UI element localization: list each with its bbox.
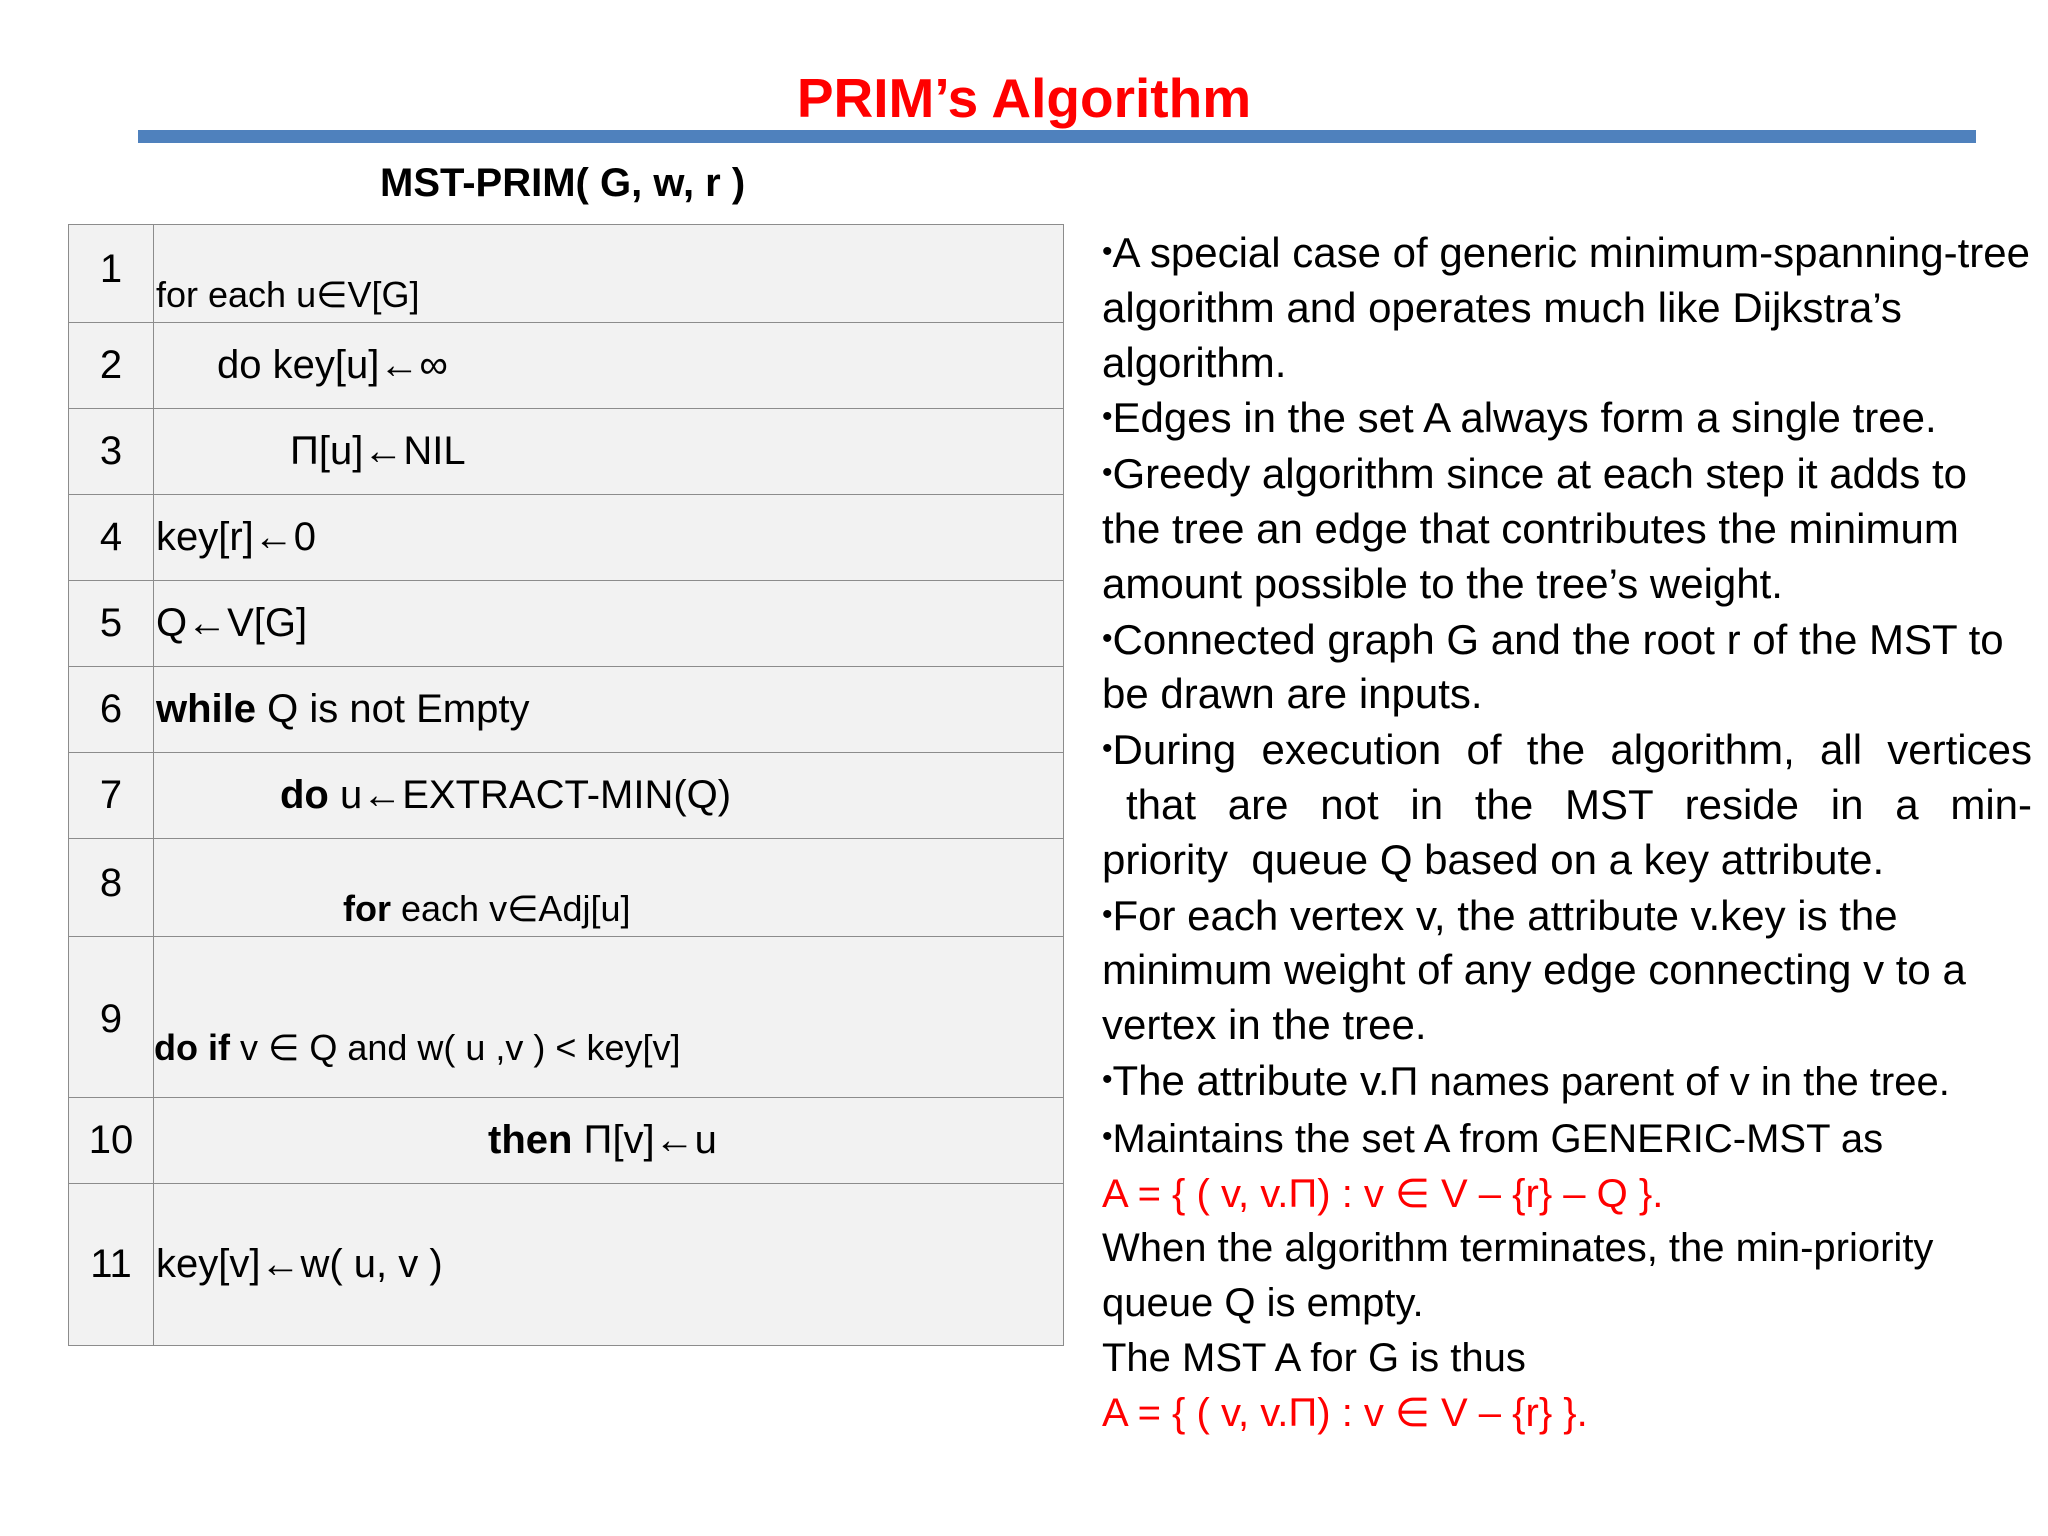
code-line bbox=[154, 1118, 1063, 1163]
line-number: 6 bbox=[69, 667, 154, 753]
line-number: 7 bbox=[69, 753, 154, 839]
code-text: u←EXTRACT-MIN(Q) bbox=[328, 773, 732, 817]
slide-title: PRIM’s Algorithm bbox=[796, 67, 1252, 129]
line-number: 2 bbox=[69, 323, 154, 409]
code-line bbox=[154, 888, 1063, 930]
note-item bbox=[1102, 1331, 2032, 1386]
line-number: 1 bbox=[69, 225, 154, 323]
line-number: 9 bbox=[69, 937, 154, 1098]
code-cell bbox=[154, 753, 1064, 839]
code-text: Q is not Empty bbox=[256, 687, 530, 731]
table-row bbox=[69, 323, 1064, 409]
code-cell bbox=[154, 495, 1064, 581]
table-row bbox=[69, 225, 1064, 323]
table-row bbox=[69, 667, 1064, 753]
table-row bbox=[69, 409, 1064, 495]
code-line bbox=[154, 773, 1063, 818]
formula-text: A = { ( v, v.Π) : v ∈ V – {r} – Q }. bbox=[1102, 1171, 1664, 1216]
code-text: each v∈Adj[u] bbox=[391, 888, 631, 929]
line-number: 5 bbox=[69, 581, 154, 667]
code-text: for each u∈V[G] bbox=[156, 274, 420, 315]
note-item-continued bbox=[1102, 833, 2032, 888]
line-number: 4 bbox=[69, 495, 154, 581]
title-underline bbox=[138, 130, 1976, 143]
note-item bbox=[1102, 1221, 2032, 1331]
note-text: Edges in the set A always form a single tree. bbox=[1112, 394, 1937, 442]
note-item bbox=[1102, 390, 2032, 446]
note-text: When the algorithm terminates, the min-priority queue Q is empty. bbox=[1102, 1226, 1934, 1326]
code-cell bbox=[154, 409, 1064, 495]
line-number: 11 bbox=[69, 1184, 154, 1346]
note-item bbox=[1102, 722, 2032, 778]
note-text: Connected graph G and the root r of the MST to be drawn are inputs. bbox=[1102, 615, 2004, 718]
table-row bbox=[69, 581, 1064, 667]
note-text: Maintains the set A from GENERIC-MST as bbox=[1112, 1116, 1884, 1161]
note-text: For each vertex v, the attribute v.key is the minimum weight of any edge connecting v to a vertex in the tree. bbox=[1102, 891, 1966, 1049]
code-cell bbox=[154, 225, 1064, 323]
formula-final bbox=[1102, 1386, 2032, 1441]
code-text: Π[v]←u bbox=[572, 1118, 717, 1162]
code-cell bbox=[154, 937, 1064, 1098]
code-line bbox=[154, 1027, 1063, 1069]
table-row bbox=[69, 495, 1064, 581]
note-text: The attribute v. bbox=[1112, 1056, 1390, 1104]
note-item bbox=[1102, 1053, 2032, 1110]
code-cell bbox=[154, 839, 1064, 937]
note-text: The MST A for G is thus bbox=[1102, 1335, 1526, 1380]
note-text: priority queue Q based on a key attribute. bbox=[1102, 835, 1885, 883]
note-text: During execution of the algorithm, all vertices bbox=[1112, 726, 2032, 774]
code-text: do key[u]←∞ bbox=[217, 343, 448, 387]
code-keyword: then bbox=[488, 1118, 573, 1162]
note-item bbox=[1102, 612, 2032, 723]
note-item bbox=[1102, 888, 2032, 1053]
note-item bbox=[1102, 1110, 2032, 1167]
code-cell bbox=[154, 323, 1064, 409]
code-keyword: for bbox=[343, 888, 391, 929]
code-text: Q←V[G] bbox=[156, 601, 308, 645]
note-text: Π names parent of v in the tree. bbox=[1389, 1059, 1950, 1104]
table-row bbox=[69, 1098, 1064, 1184]
line-number: 10 bbox=[69, 1098, 154, 1184]
code-keyword: do if bbox=[154, 1027, 230, 1068]
code-text: v ∈ Q and w( u ,v ) < key[v] bbox=[229, 1027, 681, 1068]
formula-partial bbox=[1102, 1167, 2032, 1222]
note-text: A special case of generic minimum-spanning-tree algorithm and operates much like Dijkstra’s algorithm. bbox=[1102, 229, 2030, 386]
line-number: 3 bbox=[69, 409, 154, 495]
code-cell bbox=[154, 1098, 1064, 1184]
code-text: key[v]←w( u, v ) bbox=[156, 1242, 443, 1286]
code-cell bbox=[154, 1184, 1064, 1346]
note-item-continued bbox=[1102, 778, 2032, 833]
procedure-heading: MST-PRIM( G, w, r ) bbox=[380, 161, 746, 205]
code-text: Π[u]←NIL bbox=[290, 429, 466, 473]
code-cell bbox=[154, 581, 1064, 667]
note-item bbox=[1102, 446, 2032, 611]
note-item bbox=[1102, 225, 2032, 390]
table-row bbox=[69, 753, 1064, 839]
code-keyword: while bbox=[156, 687, 257, 731]
code-cell bbox=[154, 667, 1064, 753]
line-number: 8 bbox=[69, 839, 154, 937]
note-text: Greedy algorithm since at each step it adds to the tree an edge that contributes the minimum amount possible to the tree’s weight. bbox=[1102, 450, 1967, 607]
table-row bbox=[69, 937, 1064, 1098]
notes-panel bbox=[1102, 225, 2032, 1441]
table-row bbox=[69, 1184, 1064, 1346]
code-text: key[r]←0 bbox=[156, 515, 317, 559]
formula-text: A = { ( v, v.Π) : v ∈ V – {r} }. bbox=[1102, 1390, 1588, 1435]
code-line bbox=[154, 687, 1063, 732]
table-row bbox=[69, 839, 1064, 937]
note-text: that are not in the MST reside in a min- bbox=[1126, 780, 2032, 828]
algorithm-table bbox=[68, 224, 1064, 1346]
code-keyword: do bbox=[280, 773, 329, 817]
